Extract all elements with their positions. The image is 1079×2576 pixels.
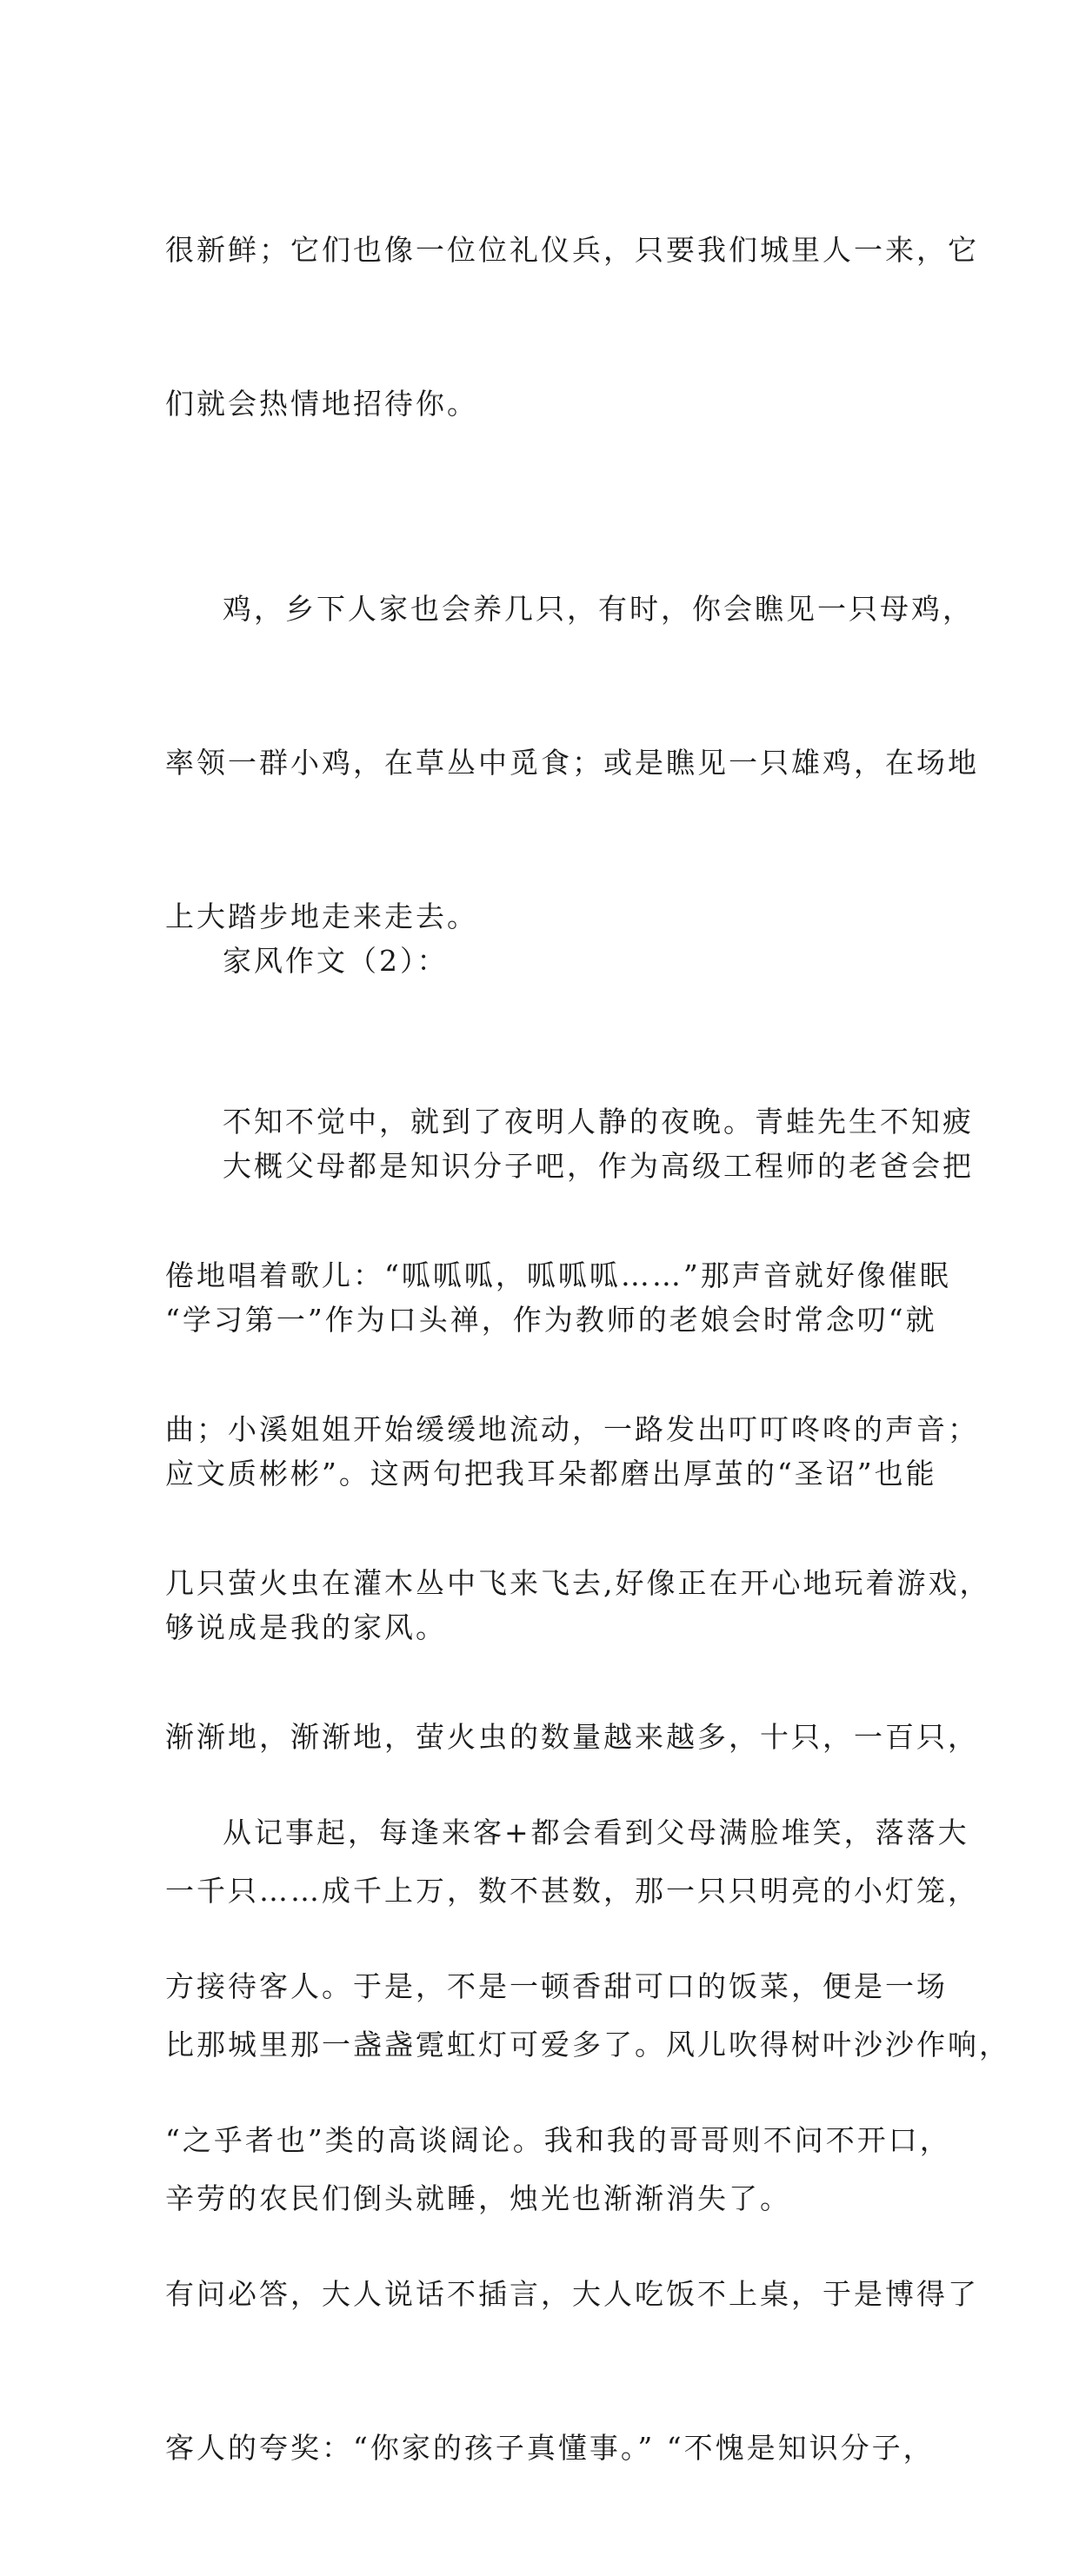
text-line: 够说成是我的家风。 [165,1610,447,1644]
text-line: 有问必答，大人说话不插言，大人吃饭不上桌，于是博得了 [165,2277,979,2311]
text-line: 倦地唱着歌儿：“呱呱呱，呱呱呱……”那声音就好像催眠 [165,1258,951,1292]
text-section-2 [165,833,1010,2576]
text-line: 不知不觉中，就到了夜明人静的夜晚。青蛙先生不知疲 [223,1105,974,1139]
text-line: 渐渐地，渐渐地，萤火虫的数量越来越多，十只，一百只， [165,1720,979,1754]
text-line: 从记事起，每逢来客+都会看到父母满脸堆笑，落落大 [223,1816,969,1849]
section-heading: 家风作文（2）： [223,944,449,978]
text-line: “学习第一”作为口头禅，作为教师的老娘会时常念叨“就 [165,1303,937,1337]
text-line: 几只萤火虫在灌木丛中飞来飞去,好像正在开心地玩着游戏， [165,1566,991,1600]
text-line: 鸡，乡下人家也会养几只，有时，你会瞧见一只母鸡， [223,592,974,626]
text-line: 率领一群小鸡，在草丛中觅食；或是瞧见一只雄鸡，在场地 [165,746,979,780]
text-line: “之乎者也”类的高谈阔论。我和我的哥哥则不问不开口， [165,2123,951,2157]
text-line: 比那城里那一盏盏霓虹灯可爱多了。风儿吹得树叶沙沙作响， [165,2028,1010,2061]
text-line: 上大踏步地走来走去。 [165,900,478,933]
text-line: 方接待客人。于是，不是一顿香甜可口的饭菜，便是一场 [165,1969,948,2003]
text-line: 辛劳的农民们倒头就睡，烛光也渐渐消失了。 [165,2181,791,2215]
text-line: 应文质彬彬”。这两句把我耳朵都磨出厚茧的“圣诏”也能 [165,1457,937,1490]
text-line: 曲；小溪姐姐开始缓缓地流动，一路发出叮叮咚咚的声音； [165,1412,979,1446]
text-line: 很新鲜；它们也像一位位礼仪兵，只要我们城里人一来，它 [165,233,979,267]
text-line: 一千只……成千上万，数不甚数，那一只只明亮的小灯笼， [165,1874,979,1908]
text-line: 大概父母都是知识分子吧，作为高级工程师的老爸会把 [223,1149,974,1183]
text-line: 客人的夸奖：“你家的孩子真懂事。” “不愧是知识分子， [165,2431,935,2465]
text-line: 们就会热情地招待你。 [165,387,478,421]
